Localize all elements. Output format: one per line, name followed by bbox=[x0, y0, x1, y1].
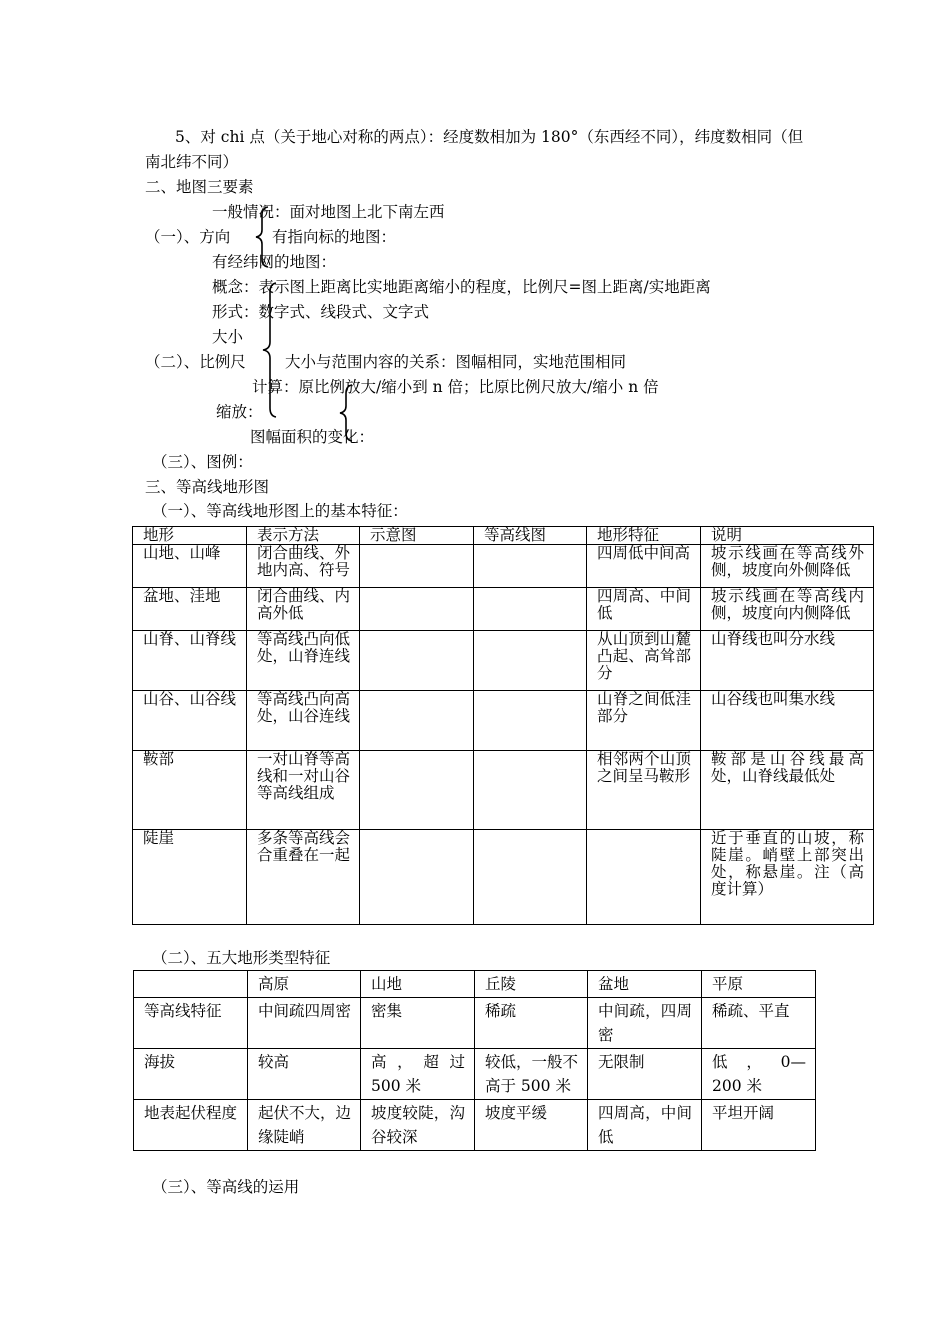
table-cell: 起伏不大，边缘陡峭 bbox=[248, 1100, 361, 1151]
header-cell: 山地 bbox=[361, 971, 475, 998]
table-cell bbox=[474, 691, 587, 751]
table-cell: 闭合曲线、外地内高、符号 bbox=[247, 545, 360, 588]
header-cell: 示意图 bbox=[360, 527, 474, 545]
table-cell: 山谷线也叫集水线 bbox=[701, 691, 874, 751]
header-cell bbox=[134, 971, 248, 998]
scale-relation: 大小与范围内容的关系：图幅相同，实地范围相同 bbox=[285, 353, 627, 371]
table-cell: 平坦开阔 bbox=[702, 1100, 816, 1151]
table-cell: 近于垂直的山坡，称陡崖。峭壁上部突出处，称悬崖。注（高度计算） bbox=[701, 830, 874, 925]
terrain-features-table bbox=[132, 526, 874, 925]
table-row bbox=[134, 998, 816, 1049]
table-cell: 陡崖 bbox=[133, 830, 247, 925]
scale-calc: 计算：原比例放大/缩小到 n 倍；比原比例尺放大/缩小 n 倍 bbox=[252, 378, 659, 396]
table-row bbox=[133, 691, 874, 751]
table-cell: 无限制 bbox=[588, 1049, 702, 1100]
zoom-brace bbox=[338, 384, 356, 442]
table-cell: 山脊线也叫分水线 bbox=[701, 631, 874, 691]
header-cell: 表示方法 bbox=[247, 527, 360, 545]
table-cell bbox=[474, 588, 587, 631]
table-cell: 等高线凸向高处，山谷连线 bbox=[247, 691, 360, 751]
direction-brace bbox=[254, 206, 272, 268]
header-cell: 高原 bbox=[248, 971, 361, 998]
table-cell: 等高线特征 bbox=[134, 998, 248, 1049]
table-cell: 稀疏、平直 bbox=[702, 998, 816, 1049]
table-cell: 山地、山峰 bbox=[133, 545, 247, 588]
table-cell: 稀疏 bbox=[475, 998, 588, 1049]
table-cell: 坡示线画在等高线内侧，坡度向内侧降低 bbox=[701, 588, 874, 631]
table-cell: 相邻两个山顶之间呈马鞍形 bbox=[587, 751, 701, 830]
header-cell: 平原 bbox=[702, 971, 816, 998]
table-row bbox=[134, 1049, 816, 1100]
table-cell bbox=[587, 830, 701, 925]
table-cell bbox=[474, 631, 587, 691]
section2-title: 二、地图三要素 bbox=[145, 178, 254, 196]
table-row bbox=[133, 631, 874, 691]
section3-sub1: （一）、等高线地形图上的基本特征： bbox=[152, 502, 408, 520]
table-cell: 从山顶到山麓凸起、高耸部分 bbox=[587, 631, 701, 691]
table-cell: 海拔 bbox=[134, 1049, 248, 1100]
table-cell: 地表起伏程度 bbox=[134, 1100, 248, 1151]
table-cell: 密集 bbox=[361, 998, 475, 1049]
table-cell bbox=[360, 691, 474, 751]
table-row bbox=[133, 588, 874, 631]
table-row bbox=[134, 1100, 816, 1151]
scale-form: 形式：数字式、线段式、文字式 bbox=[212, 303, 430, 321]
header-cell: 等高线图 bbox=[474, 527, 587, 545]
table-row bbox=[133, 751, 874, 830]
table-cell: 多条等高线会合重叠在一起 bbox=[247, 830, 360, 925]
table-cell: 山谷、山谷线 bbox=[133, 691, 247, 751]
table-cell bbox=[474, 830, 587, 925]
table-cell: 坡示线画在等高线外侧，坡度向外侧降低 bbox=[701, 545, 874, 588]
table-cell: 等高线凸向低处，山脊连线 bbox=[247, 631, 360, 691]
table-cell: 四周低中间高 bbox=[587, 545, 701, 588]
legend-line: （三）、图例： bbox=[152, 453, 253, 471]
table-cell bbox=[360, 588, 474, 631]
landform-types-table bbox=[133, 970, 816, 1151]
header-cell: 说明 bbox=[701, 527, 874, 545]
table-cell: 高，超过 500 米 bbox=[361, 1049, 475, 1100]
table-header-row bbox=[134, 971, 816, 998]
table-cell: 一对山脊等高线和一对山谷等高线组成 bbox=[247, 751, 360, 830]
table-cell bbox=[474, 545, 587, 588]
table-cell: 较低，一般不高于 500 米 bbox=[475, 1049, 588, 1100]
table-cell bbox=[360, 545, 474, 588]
scale-concept: 概念：表示图上距离比实地距离缩小的程度，比例尺=图上距离/实地距离 bbox=[212, 278, 711, 296]
header-cell: 盆地 bbox=[588, 971, 702, 998]
table-cell: 盆地、洼地 bbox=[133, 588, 247, 631]
table-cell: 山脊、山脊线 bbox=[133, 631, 247, 691]
table-cell: 低 ， 0—200 米 bbox=[702, 1049, 816, 1100]
direction-label: （一）、方向 bbox=[145, 228, 231, 246]
table-cell: 坡度较陡，沟谷较深 bbox=[361, 1100, 475, 1151]
direction-arrow: 有指向标的地图： bbox=[272, 228, 397, 246]
table-cell: 中间疏，四周密 bbox=[588, 998, 702, 1049]
scale-size: 大小 bbox=[212, 328, 244, 346]
section3-title: 三、等高线地形图 bbox=[145, 478, 270, 496]
table-cell bbox=[474, 751, 587, 830]
scale-zoom: 缩放： bbox=[216, 403, 263, 421]
table-cell: 坡度平缓 bbox=[475, 1100, 588, 1151]
header-cell: 丘陵 bbox=[475, 971, 588, 998]
header-cell: 地形 bbox=[133, 527, 247, 545]
section3-sub3: （三）、等高线的运用 bbox=[152, 1178, 300, 1196]
direction-grid: 有经纬网的地图： bbox=[212, 253, 337, 271]
scale-brace bbox=[260, 282, 280, 418]
table-cell: 中间疏四周密 bbox=[248, 998, 361, 1049]
table-row bbox=[133, 830, 874, 925]
table-cell: 闭合曲线、内高外低 bbox=[247, 588, 360, 631]
table-cell bbox=[360, 830, 474, 925]
table-cell bbox=[360, 631, 474, 691]
table-row bbox=[133, 545, 874, 588]
header-cell: 地形特征 bbox=[587, 527, 701, 545]
scale-area: 图幅面积的变化： bbox=[250, 428, 375, 446]
table-cell: 四周高、中间低 bbox=[587, 588, 701, 631]
table-cell: 四周高，中间低 bbox=[588, 1100, 702, 1151]
direction-general: 一般情况：面对地图上北下南左西 bbox=[212, 203, 445, 221]
table-cell: 鞍部 bbox=[133, 751, 247, 830]
section3-sub2: （二）、五大地形类型特征 bbox=[152, 949, 331, 967]
intro-line-1: 5、对 chi 点（关于地心对称的两点）：经度数相加为 180°（东西经不同），纬度数相同（但 bbox=[175, 128, 804, 146]
table-header-row bbox=[133, 527, 874, 545]
scale-label: （二）、比例尺 bbox=[145, 353, 246, 371]
table-cell: 鞍部是山谷线最高处，山脊线最低处 bbox=[701, 751, 874, 830]
intro-line-2: 南北纬不同） bbox=[145, 153, 239, 171]
table-cell: 山脊之间低洼部分 bbox=[587, 691, 701, 751]
table-cell: 较高 bbox=[248, 1049, 361, 1100]
table-cell bbox=[360, 751, 474, 830]
